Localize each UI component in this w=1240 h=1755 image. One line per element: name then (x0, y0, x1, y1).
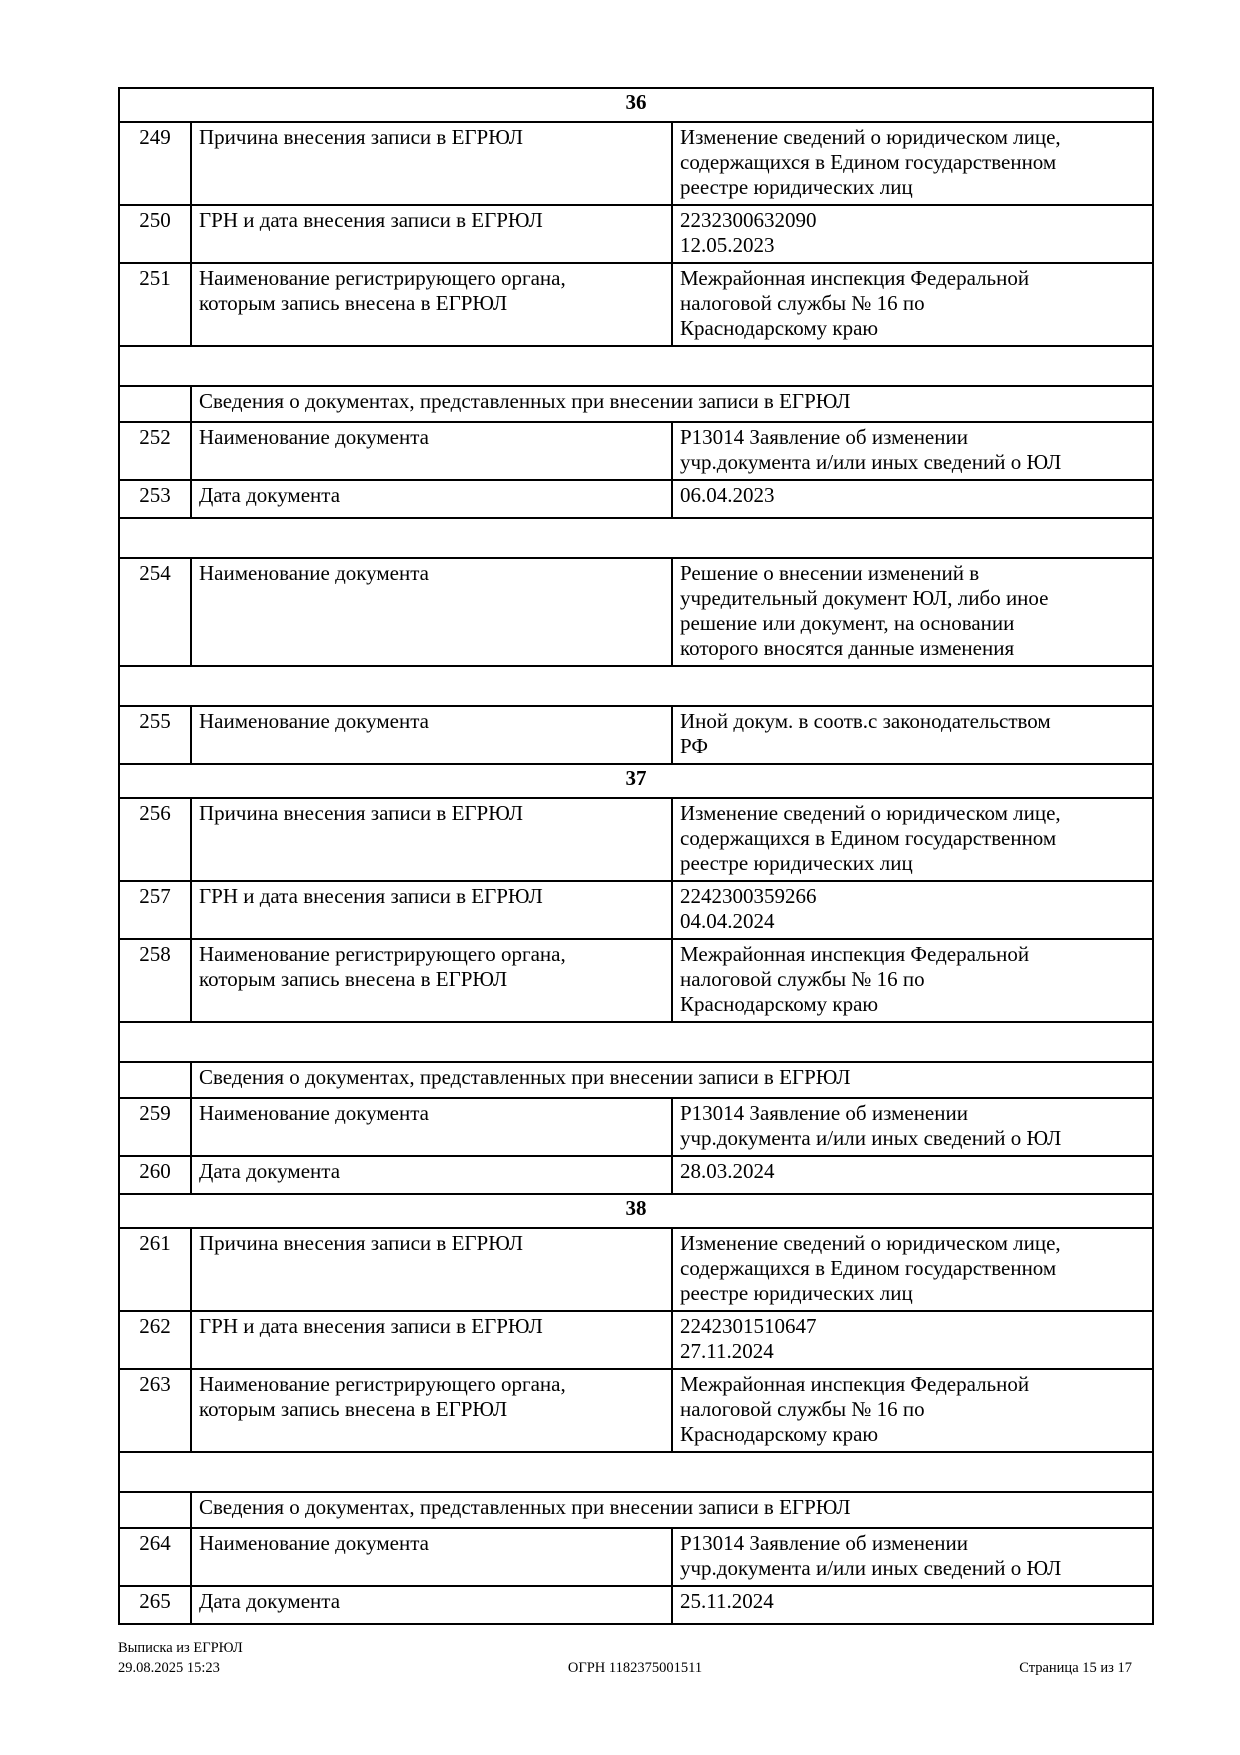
row-number: 260 (119, 1156, 191, 1194)
field-value: Изменение сведений о юридическом лице, содержащихся в Едином государственном реестре юридических лиц (672, 122, 1153, 205)
empty-cell (119, 1022, 1153, 1062)
field-value: Р13014 Заявление об изменении учр.документа и/или иных сведений о ЮЛ (672, 1528, 1153, 1586)
empty-row (119, 518, 1153, 558)
field-label: Наименование документа (191, 1098, 672, 1156)
row-number: 251 (119, 263, 191, 346)
empty-number-cell (119, 1062, 191, 1098)
table-row (119, 798, 1153, 881)
field-value: Межрайонная инспекция Федеральной налоговой службы № 16 по Краснодарскому краю (672, 939, 1153, 1022)
table-row (119, 1156, 1153, 1194)
table-row (119, 205, 1153, 263)
field-value: 25.11.2024 (672, 1586, 1153, 1624)
empty-row (119, 1452, 1153, 1492)
row-number: 250 (119, 205, 191, 263)
section-number: 36 (119, 88, 1153, 122)
footer-ogrn: ОГРН 1182375001511 (567, 1660, 703, 1676)
table-row (119, 881, 1153, 939)
row-number: 258 (119, 939, 191, 1022)
row-number: 261 (119, 1228, 191, 1311)
field-value: 06.04.2023 (672, 480, 1153, 518)
row-number: 252 (119, 422, 191, 480)
row-number: 249 (119, 122, 191, 205)
table-row (119, 122, 1153, 205)
row-number: 263 (119, 1369, 191, 1452)
row-number: 256 (119, 798, 191, 881)
row-number: 265 (119, 1586, 191, 1624)
field-label: Наименование регистрирующего органа, которым запись внесена в ЕГРЮЛ (191, 1369, 672, 1452)
egrul-records-table (118, 87, 1154, 1625)
table-row (119, 422, 1153, 480)
section-header-row (119, 764, 1153, 798)
documents-subheader-row (119, 386, 1153, 422)
table-row (119, 480, 1153, 518)
empty-cell (119, 666, 1153, 706)
field-value: 2232300632090 12.05.2023 (672, 205, 1153, 263)
field-value: Решение о внесении изменений в учредительный документ ЮЛ, либо иное решение или документ, на основании которого вносятся данные изменения (672, 558, 1153, 666)
empty-cell (119, 1452, 1153, 1492)
row-number: 254 (119, 558, 191, 666)
field-value: 2242301510647 27.11.2024 (672, 1311, 1153, 1369)
row-number: 255 (119, 706, 191, 764)
footer-doc-type: Выписка из ЕГРЮЛ (118, 1640, 243, 1656)
empty-cell (119, 518, 1153, 558)
row-number: 262 (119, 1311, 191, 1369)
footer-datetime: 29.08.2025 15:23 (118, 1660, 220, 1676)
field-label: ГРН и дата внесения записи в ЕГРЮЛ (191, 1311, 672, 1369)
field-label: ГРН и дата внесения записи в ЕГРЮЛ (191, 205, 672, 263)
footer-page-number: Страница 15 из 17 (1019, 1660, 1132, 1676)
field-label: Дата документа (191, 1156, 672, 1194)
section-number: 38 (119, 1194, 1153, 1228)
field-label: Наименование документа (191, 422, 672, 480)
row-number: 264 (119, 1528, 191, 1586)
field-value: Изменение сведений о юридическом лице, содержащихся в Едином государственном реестре юридических лиц (672, 1228, 1153, 1311)
table-row (119, 1311, 1153, 1369)
field-label: Наименование документа (191, 558, 672, 666)
field-label: Наименование регистрирующего органа, которым запись внесена в ЕГРЮЛ (191, 263, 672, 346)
row-number: 257 (119, 881, 191, 939)
field-label: Наименование документа (191, 706, 672, 764)
row-number: 259 (119, 1098, 191, 1156)
table-row (119, 1369, 1153, 1452)
documents-subheader: Сведения о документах, представленных при внесении записи в ЕГРЮЛ (191, 1492, 1153, 1528)
documents-subheader-row (119, 1062, 1153, 1098)
field-label: Наименование документа (191, 1528, 672, 1586)
empty-row (119, 1022, 1153, 1062)
field-label: Наименование регистрирующего органа, которым запись внесена в ЕГРЮЛ (191, 939, 672, 1022)
table-row (119, 706, 1153, 764)
field-value: 28.03.2024 (672, 1156, 1153, 1194)
field-label: Причина внесения записи в ЕГРЮЛ (191, 1228, 672, 1311)
field-value: Изменение сведений о юридическом лице, содержащихся в Едином государственном реестре юридических лиц (672, 798, 1153, 881)
empty-number-cell (119, 386, 191, 422)
empty-cell (119, 346, 1153, 386)
page-footer (118, 1636, 1152, 1678)
section-number: 37 (119, 764, 1153, 798)
table-row (119, 558, 1153, 666)
field-value: Межрайонная инспекция Федеральной налоговой службы № 16 по Краснодарскому краю (672, 1369, 1153, 1452)
documents-subheader: Сведения о документах, представленных при внесении записи в ЕГРЮЛ (191, 386, 1153, 422)
table-row (119, 939, 1153, 1022)
section-header-row (119, 88, 1153, 122)
field-value: Р13014 Заявление об изменении учр.документа и/или иных сведений о ЮЛ (672, 422, 1153, 480)
row-number: 253 (119, 480, 191, 518)
empty-number-cell (119, 1492, 191, 1528)
field-label: Причина внесения записи в ЕГРЮЛ (191, 122, 672, 205)
table-row (119, 1586, 1153, 1624)
field-label: ГРН и дата внесения записи в ЕГРЮЛ (191, 881, 672, 939)
field-value: Иной докум. в соотв.с законодательством РФ (672, 706, 1153, 764)
table-row (119, 263, 1153, 346)
field-label: Дата документа (191, 480, 672, 518)
empty-row (119, 346, 1153, 386)
section-header-row (119, 1194, 1153, 1228)
table-row (119, 1528, 1153, 1586)
documents-subheader: Сведения о документах, представленных при внесении записи в ЕГРЮЛ (191, 1062, 1153, 1098)
field-label: Причина внесения записи в ЕГРЮЛ (191, 798, 672, 881)
field-value: Р13014 Заявление об изменении учр.документа и/или иных сведений о ЮЛ (672, 1098, 1153, 1156)
field-value: Межрайонная инспекция Федеральной налоговой службы № 16 по Краснодарскому краю (672, 263, 1153, 346)
table-row (119, 1098, 1153, 1156)
documents-subheader-row (119, 1492, 1153, 1528)
field-value: 2242300359266 04.04.2024 (672, 881, 1153, 939)
field-label: Дата документа (191, 1586, 672, 1624)
table-row (119, 1228, 1153, 1311)
empty-row (119, 666, 1153, 706)
